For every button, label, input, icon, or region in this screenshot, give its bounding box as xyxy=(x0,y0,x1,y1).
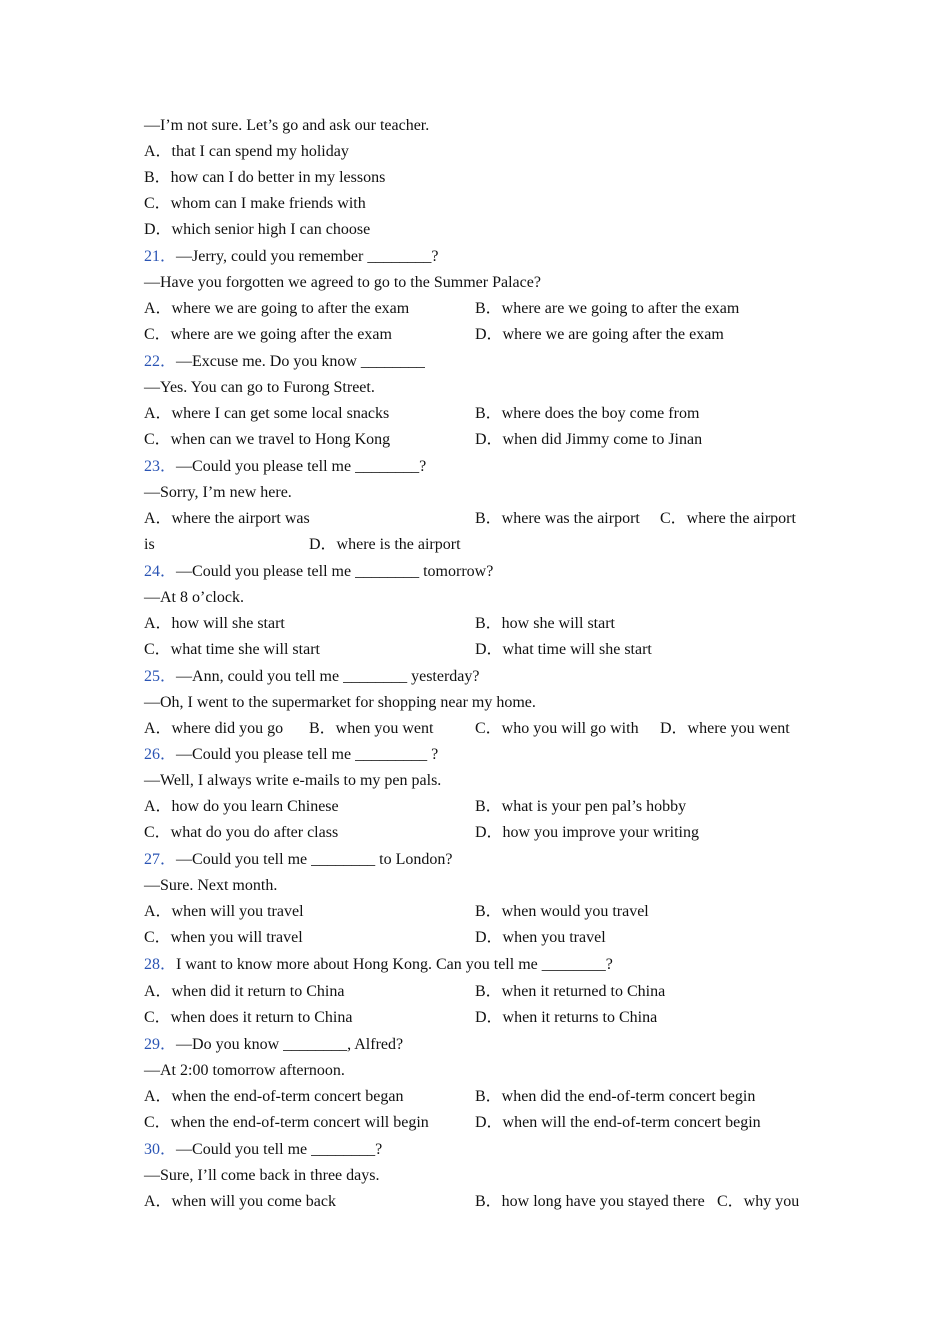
question-29 xyxy=(144,1035,403,1055)
option-d: D．which senior high I can choose xyxy=(144,221,371,238)
option-c: C．when the end-of-term concert will begin xyxy=(144,1114,429,1131)
option-c: C．what time she will start xyxy=(144,641,320,658)
question-number: 25． xyxy=(144,668,177,685)
question-number: 26． xyxy=(144,746,177,763)
question-25 xyxy=(144,667,480,687)
question-number: 30． xyxy=(144,1141,177,1158)
option-a: A．that I can spend my holiday xyxy=(144,143,349,160)
option-d: D．where is the airport xyxy=(309,536,461,553)
question-stem: —Ann, could you tell me ________ yesterday? xyxy=(176,668,480,685)
option-a: A．where I can get some local snacks xyxy=(144,405,390,422)
reply-line: —Yes. You can go to Furong Street. xyxy=(144,379,375,396)
reply-line: —Sure, I’ll come back in three days. xyxy=(144,1167,380,1184)
option-a: A．when the end-of-term concert began xyxy=(144,1088,404,1105)
reply-line: —Oh, I went to the supermarket for shopping near my home. xyxy=(144,694,536,711)
option-c: C．whom can I make friends with xyxy=(144,195,366,212)
option-d: D．when you travel xyxy=(475,929,606,946)
option-a: A．when will you come back xyxy=(144,1193,336,1210)
option-a: A．how will she start xyxy=(144,615,285,632)
option-b: B．what is your pen pal’s hobby xyxy=(475,798,687,815)
question-stem: —Excuse me. Do you know ________ xyxy=(176,353,425,370)
option-d: D．when did Jimmy come to Jinan xyxy=(475,431,703,448)
reply-line: —At 2:00 tomorrow afternoon. xyxy=(144,1062,345,1079)
option-c: C．who you will go with xyxy=(475,720,639,737)
question-stem: —Could you please tell me ________ tomorrow? xyxy=(176,563,494,580)
question-number: 21． xyxy=(144,248,177,265)
option-d: D．when it returns to China xyxy=(475,1009,658,1026)
question-stem: —Could you please tell me ________? xyxy=(176,458,427,475)
question-stem: —Could you please tell me _________ ? xyxy=(176,746,439,763)
option-b: B．when would you travel xyxy=(475,903,649,920)
option-c: C．where the airport xyxy=(660,510,796,527)
question-stem: —Could you tell me ________ to London? xyxy=(176,851,453,868)
option-b: B．when you went xyxy=(309,720,434,737)
option-b: B．how long have you stayed there xyxy=(475,1193,705,1210)
question-22 xyxy=(144,352,425,372)
option-b: B．where are we going to after the exam xyxy=(475,300,740,317)
question-number: 22． xyxy=(144,353,177,370)
question-stem: I want to know more about Hong Kong. Can you tell me ________? xyxy=(176,956,613,973)
option-a: A．where did you go xyxy=(144,720,284,737)
option-c: C．where are we going after the exam xyxy=(144,326,392,343)
option-c: C．when can we travel to Hong Kong xyxy=(144,431,391,448)
question-number: 24． xyxy=(144,563,177,580)
option-c-continued: is xyxy=(144,536,155,553)
option-d: D．how you improve your writing xyxy=(475,824,699,841)
option-b: B．when it returned to China xyxy=(475,983,666,1000)
question-number: 23． xyxy=(144,458,177,475)
option-d: D．when will the end-of-term concert begin xyxy=(475,1114,761,1131)
reply-line: —At 8 o’clock. xyxy=(144,589,244,606)
option-b: B．where was the airport xyxy=(475,510,640,527)
option-a: A．where the airport was xyxy=(144,510,310,527)
option-c: C．what do you do after class xyxy=(144,824,339,841)
option-c: C．when does it return to China xyxy=(144,1009,353,1026)
question-26 xyxy=(144,745,438,765)
question-27 xyxy=(144,850,452,870)
reply-line: —I’m not sure. Let’s go and ask our teacher. xyxy=(144,117,430,134)
option-c: C．why you xyxy=(717,1193,800,1210)
reply-line: —Have you forgotten we agreed to go to the Summer Palace? xyxy=(144,274,541,291)
question-stem: —Jerry, could you remember ________? xyxy=(176,248,439,265)
question-21 xyxy=(144,247,438,267)
question-stem: —Do you know ________, Alfred? xyxy=(176,1036,404,1053)
question-23 xyxy=(144,457,426,477)
option-b: B．where does the boy come from xyxy=(475,405,700,422)
question-stem: —Could you tell me ________? xyxy=(176,1141,383,1158)
question-30 xyxy=(144,1140,382,1160)
option-a: A．when will you travel xyxy=(144,903,304,920)
option-a: A．when did it return to China xyxy=(144,983,345,1000)
option-c: C．when you will travel xyxy=(144,929,303,946)
option-a: A．how do you learn Chinese xyxy=(144,798,339,815)
question-number: 29． xyxy=(144,1036,177,1053)
option-a: A．where we are going to after the exam xyxy=(144,300,410,317)
reply-line: —Sorry, I’m new here. xyxy=(144,484,292,501)
question-28 xyxy=(144,955,613,975)
option-d: D．where we are going after the exam xyxy=(475,326,724,343)
question-number: 28． xyxy=(144,956,177,973)
question-24 xyxy=(144,562,493,582)
option-b: B．how can I do better in my lessons xyxy=(144,169,386,186)
option-d: D．where you went xyxy=(660,720,790,737)
option-b: B．when did the end-of-term concert begin xyxy=(475,1088,756,1105)
option-d: D．what time will she start xyxy=(475,641,652,658)
reply-line: —Well, I always write e-mails to my pen pals. xyxy=(144,772,442,789)
option-b: B．how she will start xyxy=(475,615,615,632)
question-number: 27． xyxy=(144,851,177,868)
reply-line: —Sure. Next month. xyxy=(144,877,278,894)
